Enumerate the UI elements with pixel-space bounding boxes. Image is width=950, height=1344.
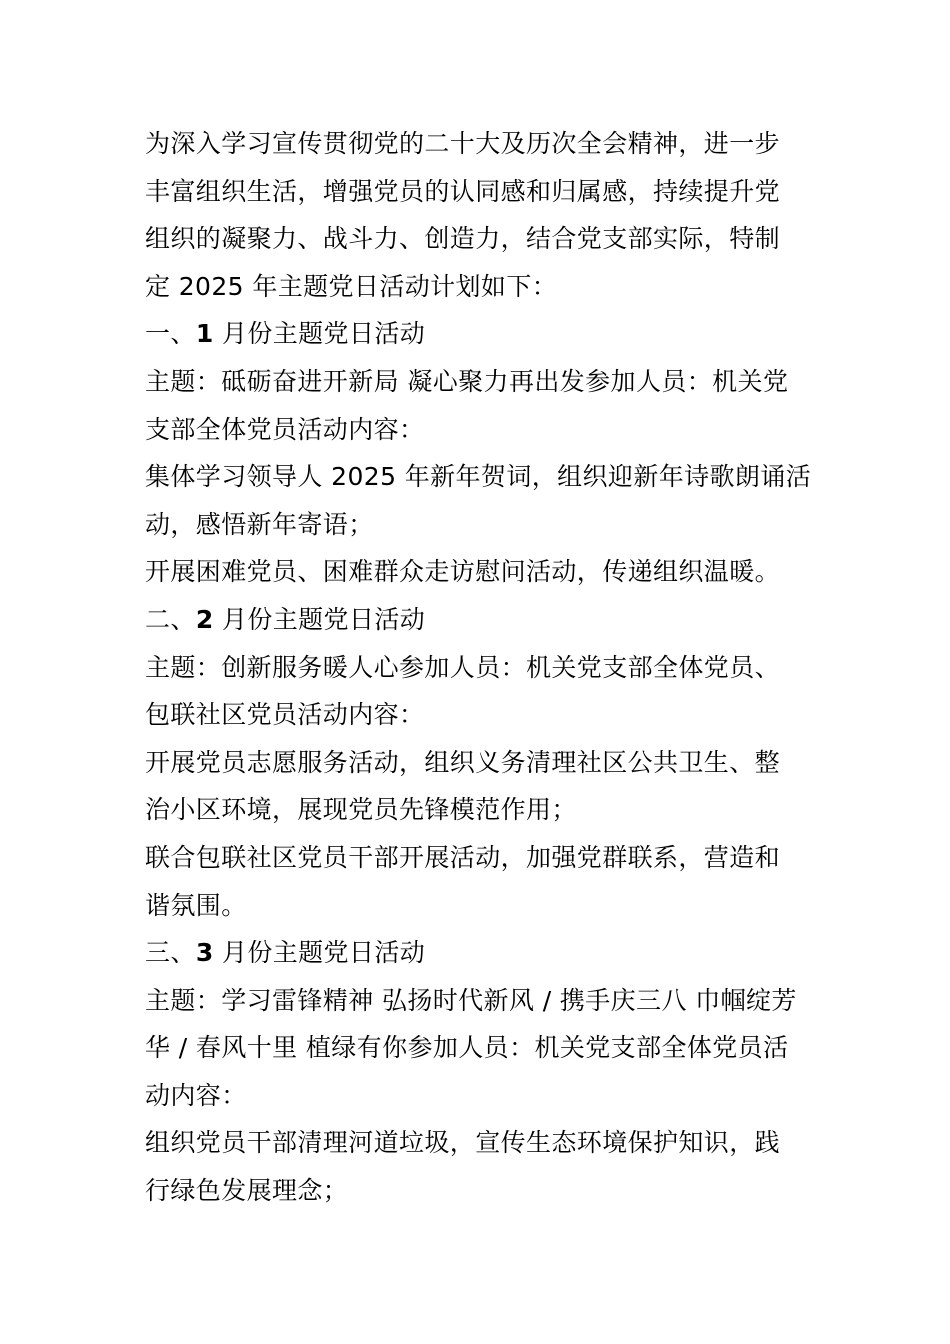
intro-line: 丰富组织生活，增强党员的认同感和归属感，持续提升党: [145, 176, 781, 206]
paragraph-line: 组织党员干部清理河道垃圾，宣传生态环境保护知识，践: [145, 1128, 781, 1158]
paragraph-line: 包联社区党员活动内容：: [145, 700, 425, 730]
heading-prefix: 二、: [145, 604, 196, 634]
paragraph-line: 主题：创新服务暖人心参加人员：机关党支部全体党员、: [145, 652, 781, 682]
paragraph-line: 集体学习领导人 2025 年新年贺词，组织迎新年诗歌朗诵活: [145, 462, 812, 492]
heading-month-number: 2: [195, 604, 214, 634]
paragraph-line: 开展党员志愿服务活动，组织义务清理社区公共卫生、整: [145, 747, 781, 777]
paragraph-line: 治小区环境，展现党员先锋模范作用；: [145, 795, 577, 825]
paragraph-line: 动，感悟新年寄语；: [145, 509, 374, 539]
paragraph-line: 支部全体党员活动内容：: [145, 414, 425, 444]
section-heading-january: [145, 310, 810, 358]
heading-month-number: 3: [195, 938, 214, 968]
heading-prefix: 一、: [145, 319, 196, 349]
paragraph-line: 动内容：: [145, 1080, 247, 1110]
heading-suffix: 月份主题党日活动: [213, 604, 426, 634]
paragraph-line: 主题：砥砺奋进开新局 凝心聚力再出发参加人员：机关党: [145, 366, 789, 396]
paragraph-line: 联合包联社区党员干部开展活动，加强党群联系，营造和: [145, 842, 781, 872]
paragraph-line: 谐氛围。: [145, 890, 247, 920]
heading-prefix: 三、: [145, 938, 196, 968]
intro-line: 组织的凝聚力、战斗力、创造力，结合党支部实际，特制: [145, 224, 781, 254]
paragraph-line: 主题：学习雷锋精神 弘扬时代新风 / 携手庆三八 巾帼绽芳: [145, 985, 797, 1015]
intro-line: 为深入学习宣传贯彻党的二十大及历次全会精神，进一步: [145, 129, 781, 158]
heading-suffix: 月份主题党日活动: [213, 319, 426, 349]
paragraph-line: 华 / 春风十里 植绿有你参加人员：机关党支部全体党员活: [145, 1033, 789, 1063]
intro-line: 定 2025 年主题党日活动计划如下：: [145, 271, 558, 301]
section-heading-march: [145, 929, 810, 977]
section-heading-february: [145, 596, 810, 644]
heading-suffix: 月份主题党日活动: [213, 938, 426, 968]
paragraph-line: 行绿色发展理念；: [145, 1176, 349, 1206]
heading-month-number: 1: [195, 319, 214, 349]
paragraph-line: 开展困难党员、困难群众走访慰问活动，传递组织温暖。: [145, 557, 781, 587]
document-body: [145, 120, 810, 1215]
